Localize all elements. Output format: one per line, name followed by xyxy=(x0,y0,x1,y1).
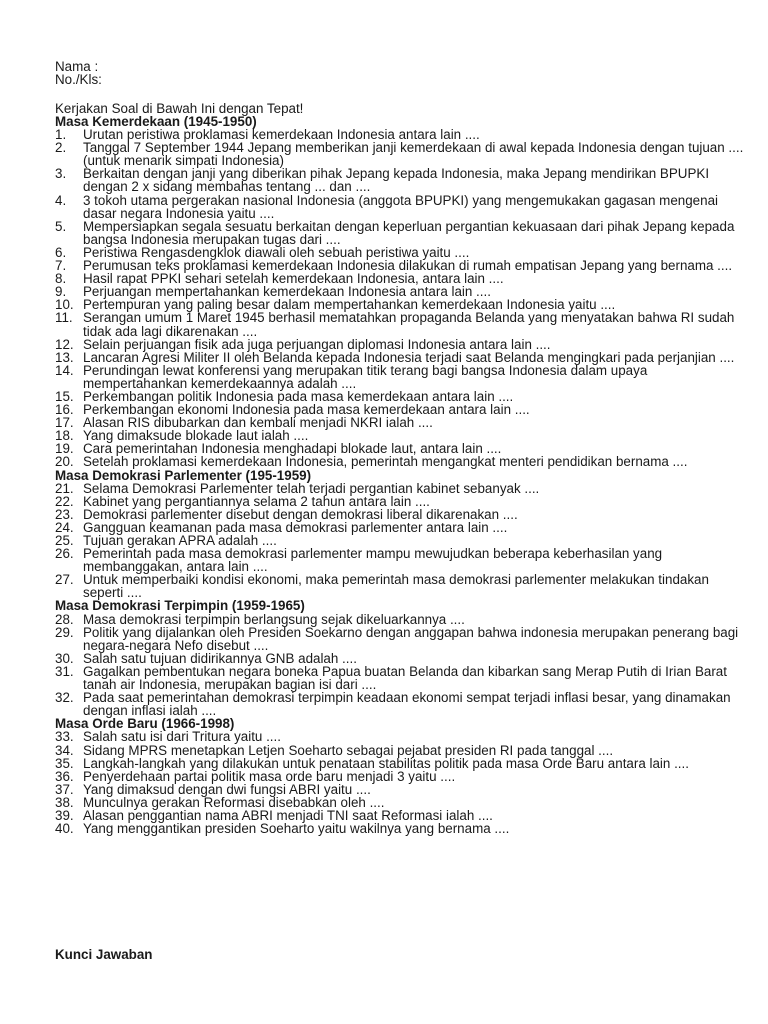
question-text: Alasan RIS dibubarkan dan kembali menjadi NKRI ialah .... xyxy=(83,415,433,431)
question-number: 13. xyxy=(55,349,74,365)
question-number: 34. xyxy=(55,742,74,758)
question-number: 11. xyxy=(55,310,73,326)
question-number: 37. xyxy=(55,781,74,797)
question-number: 10. xyxy=(55,297,74,313)
question-text: Penyerdehaan partai politik masa orde baru menjadi 3 yaitu .... xyxy=(83,768,456,784)
student-header xyxy=(55,60,102,86)
section-title: Masa Orde Baru (1966-1998) xyxy=(55,716,235,732)
question-text: Pada saat pemerintahan demokrasi terpimpin keadaan ekonomi sempat terjadi inflasi besar, yang dinamakan dengan inflasi ialah .... xyxy=(83,690,731,719)
question-item xyxy=(55,626,745,652)
question-number: 36. xyxy=(55,768,74,784)
question-number: 1. xyxy=(55,127,67,143)
question-text: Salah satu tujuan didirikannya GNB adalah .... xyxy=(83,650,357,666)
question-number: 8. xyxy=(55,271,67,287)
question-item xyxy=(55,613,745,626)
question-number: 25. xyxy=(55,533,74,548)
question-number: 24. xyxy=(55,519,74,535)
question-item xyxy=(55,338,745,351)
answer-key-title: Kunci Jawaban xyxy=(55,947,153,962)
question-text: Perumusan teks proklamasi kemerdekaan Indonesia dilakukan di rumah empatisan Jepang yang bernama .... xyxy=(83,258,733,274)
question-text: Perkembangan politik Indonesia pada masa kemerdekaan antara lain .... xyxy=(83,388,514,404)
question-item xyxy=(55,220,745,246)
section-title: Masa Kemerdekaan (1945-1950) xyxy=(55,114,257,129)
question-number: 40. xyxy=(55,821,74,837)
question-list xyxy=(55,115,745,835)
question-number: 29. xyxy=(55,624,74,640)
question-text: Cara pemerintahan Indonesia menghadapi blokade laut, antara lain .... xyxy=(83,441,502,457)
question-number: 35. xyxy=(55,755,74,771)
question-number: 6. xyxy=(55,244,67,260)
question-text: Perundingan lewat konferensi yang merupakan titik terang bagi bangsa Indonesia dalam upaya mempertahankan kemerdekaannya adalah .... xyxy=(83,362,648,391)
question-number: 15. xyxy=(55,388,74,404)
question-item xyxy=(55,508,745,521)
question-item xyxy=(55,351,745,364)
question-number: 31. xyxy=(55,663,74,679)
question-item xyxy=(55,364,745,390)
question-number: 33. xyxy=(55,729,74,745)
section-title: Masa Demokrasi Terpimpin (1959-1965) xyxy=(55,598,305,614)
question-item xyxy=(55,757,745,770)
question-text: Serangan umum 1 Maret 1945 berhasil mematahkan propaganda Belanda yang menyatakan bahwa RI sudah tidak ada lagi dikarenakan .... xyxy=(83,310,735,339)
question-text: Salah satu isi dari Tritura yaitu .... xyxy=(83,729,281,745)
question-number: 4. xyxy=(55,192,67,208)
question-item xyxy=(55,495,745,508)
question-text: Munculnya gerakan Reformasi disebabkan oleh .... xyxy=(83,794,385,810)
question-number: 18. xyxy=(55,428,74,444)
question-item xyxy=(55,783,745,796)
question-number: 20. xyxy=(55,454,74,470)
question-text: Setelah proklamasi kemerdekaan Indonesia, pemerintah mengangkat menteri pendidikan bernama .... xyxy=(83,454,688,470)
question-text: Alasan penggantian nama ABRI menjadi TNI saat Reformasi ialah .... xyxy=(83,807,493,823)
question-item xyxy=(55,311,745,337)
question-text: Selain perjuangan fisik ada juga perjuangan diplomasi Indonesia antara lain .... xyxy=(83,336,551,352)
question-number: 2. xyxy=(55,140,67,156)
question-item xyxy=(55,822,745,835)
question-text: Yang dimaksud dengan dwi fungsi ABRI yaitu .... xyxy=(83,781,371,797)
question-text: Politik yang dijalankan oleh Presiden Soekarno dengan anggapan bahwa indonesia merupakan penerang bagi negara-negara Nefo disebut .... xyxy=(83,624,739,653)
question-item xyxy=(55,796,745,809)
question-text: Pertempuran yang paling besar dalam mempertahankan kemerdekaan Indonesia yaitu .... xyxy=(83,297,616,313)
question-item xyxy=(55,194,745,220)
question-text: Tujuan gerakan APRA adalah .... xyxy=(83,533,277,548)
question-number: 3. xyxy=(55,166,67,182)
question-item xyxy=(55,573,745,599)
question-text: Perkembangan ekonomi Indonesia pada masa kemerdekaan antara lain .... xyxy=(83,402,530,418)
question-text: Perjuangan mempertahankan kemerdekaan Indonesia antara lain .... xyxy=(83,284,491,300)
question-number: 12. xyxy=(55,336,74,352)
question-text: Urutan peristiwa proklamasi kemerdekaan Indonesia antara lain .... xyxy=(83,127,480,143)
question-number: 23. xyxy=(55,506,74,522)
question-number: 32. xyxy=(55,690,74,706)
question-number: 17. xyxy=(55,415,74,431)
class-label: No./Kls: xyxy=(55,72,102,87)
question-item xyxy=(55,730,745,743)
question-number: 9. xyxy=(55,284,67,300)
question-text: Hasil rapat PPKI sehari setelah kemerdekaan Indonesia, antara lain .... xyxy=(83,271,504,287)
question-item xyxy=(55,455,745,468)
instruction-text: Kerjakan Soal di Bawah Ini dengan Tepat! xyxy=(55,101,304,116)
question-number: 30. xyxy=(55,650,74,666)
question-item xyxy=(55,691,745,717)
question-item xyxy=(55,652,745,665)
question-text: Pemerintah pada masa demokrasi parlementer mampu mewujudkan beberapa keberhasilan yang membanggakan, antara lain .... xyxy=(83,546,663,575)
question-text: Gangguan keamanan pada masa demokrasi parlementer antara lain .... xyxy=(83,519,508,535)
question-text: Yang dimaksude blokade laut ialah .... xyxy=(83,428,309,444)
question-number: 7. xyxy=(55,258,67,274)
question-number: 39. xyxy=(55,807,74,823)
question-item xyxy=(55,744,745,757)
question-number: 5. xyxy=(55,218,67,234)
question-text: Sidang MPRS menetapkan Letjen Soeharto sebagai pejabat presiden RI pada tanggal .... xyxy=(83,742,614,758)
question-text: Masa demokrasi terpimpin berlangsung sejak dikeluarkannya .... xyxy=(83,611,465,627)
question-text: Gagalkan pembentukan negara boneka Papua buatan Belanda dan kibarkan sang Merap Putih di Irian Barat tanah air Indonesia, merupakan bagian isi dari .... xyxy=(83,663,727,693)
question-number: 19. xyxy=(55,441,74,457)
question-text: Mempersiapkan segala sesuatu berkaitan dengan keperluan pergantian kekuasaan dari pihak Jepang kepada bangsa Indonesia merupakan tugas dari .... xyxy=(83,218,735,247)
question-item xyxy=(55,665,745,691)
question-item xyxy=(55,547,745,573)
section-title: Masa Demokrasi Parlementer (195-1959) xyxy=(55,467,312,483)
question-text: Untuk memperbaiki kondisi ekonomi, maka pemerintah masa demokrasi parlementer melakukan tindakan seperti .... xyxy=(83,572,709,601)
question-number: 14. xyxy=(55,362,74,378)
question-item xyxy=(55,141,745,167)
question-number: 22. xyxy=(55,493,74,509)
name-label: Nama : xyxy=(55,59,99,74)
question-item xyxy=(55,167,745,193)
question-number: 28. xyxy=(55,611,74,627)
question-text: Yang menggantikan presiden Soeharto yaitu wakilnya yang bernama .... xyxy=(83,821,510,837)
question-text: Kabinet yang pergantiannya selama 2 tahun antara lain .... xyxy=(83,493,430,509)
question-item xyxy=(55,482,745,495)
question-text: Demokrasi parlementer disebut dengan demokrasi liberal dikarenakan .... xyxy=(83,506,518,522)
question-number: 38. xyxy=(55,794,74,810)
question-text: Tanggal 7 September 1944 Jepang memberikan janji kemerdekaan di awal kepada Indonesia dengan tujuan .... (untuk menarik simpati Indonesia) xyxy=(83,140,744,169)
question-text: 3 tokoh utama pergerakan nasional Indonesia (anggota BPUPKI) yang mengemukakan gagasan mengenai dasar negara Indonesia yaitu .... xyxy=(83,192,718,221)
question-text: Berkaitan dengan janji yang diberikan pihak Jepang kepada Indonesia, maka Jepang mendirikan BPUPKI dengan 2 x sidang membahas tentang ... dan .... xyxy=(83,166,710,195)
question-text: Lancaran Agresi Militer II oleh Belanda kepada Indonesia terjadi saat Belanda mengingkari pada perjanjian .... xyxy=(83,349,735,365)
question-number: 21. xyxy=(55,480,74,496)
question-text: Peristiwa Rengasdengklok diawali oleh sebuah peristiwa yaitu .... xyxy=(83,244,470,260)
question-text: Selama Demokrasi Parlementer telah terjadi pergantian kabinet sebanyak .... xyxy=(83,480,540,496)
question-number: 27. xyxy=(55,572,74,588)
question-number: 26. xyxy=(55,546,74,562)
question-text: Langkah-langkah yang dilakukan untuk penataan stabilitas politik pada masa Orde Baru antara lain .... xyxy=(83,755,689,771)
question-number: 16. xyxy=(55,402,74,418)
question-item xyxy=(55,770,745,783)
